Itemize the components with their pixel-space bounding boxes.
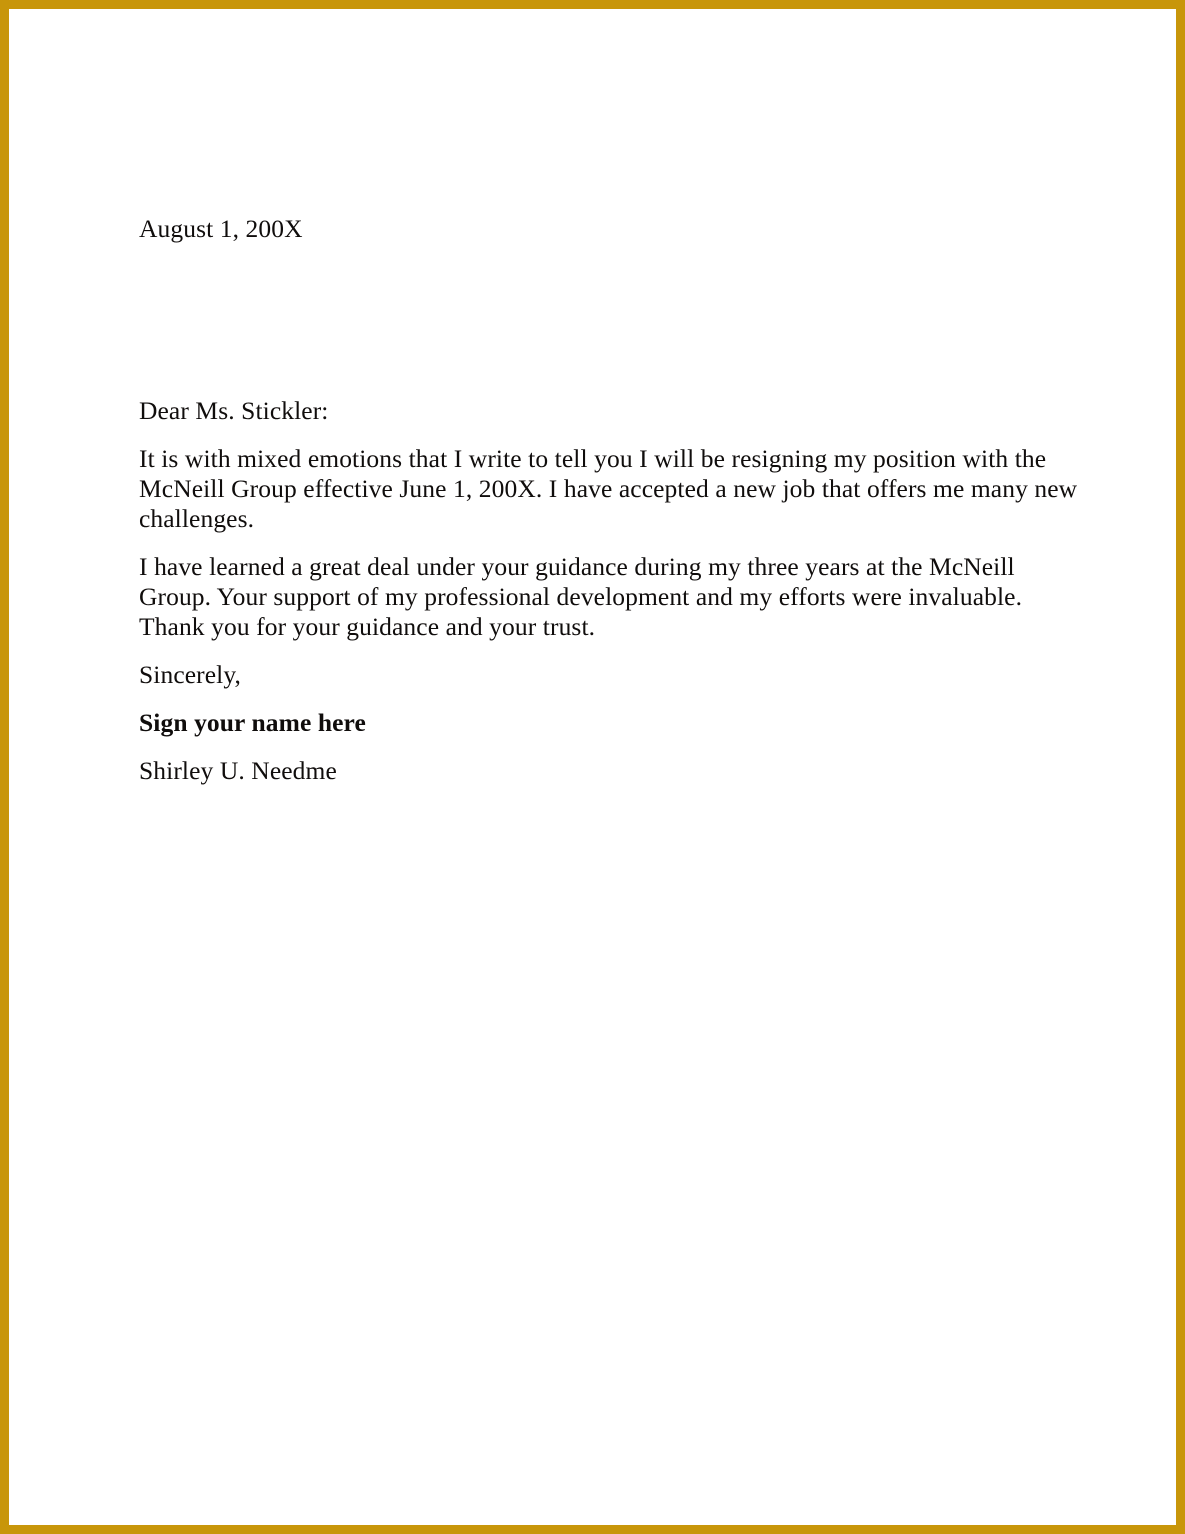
sender-name: Shirley U. Needme: [139, 756, 337, 785]
letter-content: [139, 214, 1079, 786]
letter-sheet: [9, 9, 1176, 1525]
paragraph-spacer: [139, 426, 1079, 444]
date-salutation-spacer: [139, 244, 1079, 396]
signature-placeholder: Sign your name here: [139, 708, 366, 737]
letter-date: August 1, 200X: [139, 214, 303, 243]
letter-closing: Sincerely,: [139, 660, 242, 689]
letter-paragraph-1: It is with mixed emotions that I write to tell you I will be resigning my position with the McNeill Group effective June 1, 200X. I have accepted a new job that offers me many new challenges.: [139, 444, 1078, 533]
letter-paragraph-2: I have learned a great deal under your guidance during my three years at the McNeill Group. Your support of my professional development and my efforts were invaluable. Thank you for your guidance and your trust.: [139, 552, 1023, 641]
letter-salutation: Dear Ms. Stickler:: [139, 396, 329, 425]
signature-spacer: [139, 738, 1079, 756]
paragraph-spacer: [139, 534, 1079, 552]
paragraph-spacer: [139, 642, 1079, 660]
closing-spacer: [139, 690, 1079, 708]
